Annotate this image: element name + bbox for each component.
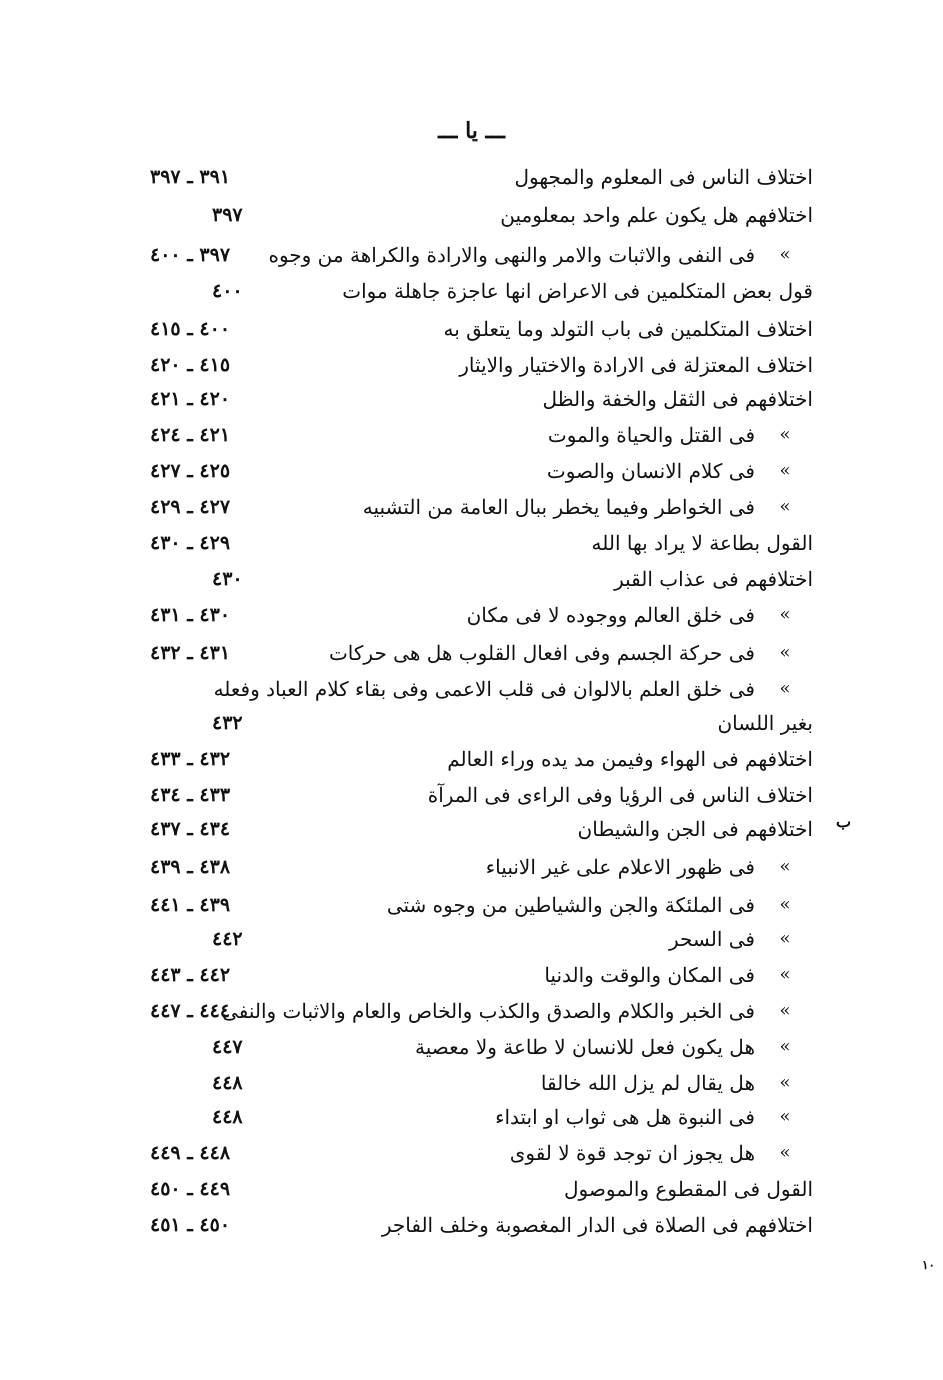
toc-entry-title: اختلافهم فى الصلاة فى الدار المغصوبة وخلف الفاجر bbox=[381, 1213, 813, 1237]
toc-page-range: ٤٢٧ ـ ٤٢٩ bbox=[150, 496, 231, 518]
toc-entry-title: اختلاف المتكلمين فى باب التولد وما يتعلق به bbox=[443, 317, 813, 341]
toc-page-range: ٤٢٩ ـ ٤٣٠ bbox=[150, 532, 231, 554]
toc-entry bbox=[0, 200, 943, 232]
ditto-mark: » bbox=[779, 894, 791, 915]
toc-entry-title: اختلافهم فى الثقل والخفة والظل bbox=[542, 387, 813, 411]
toc-entry bbox=[0, 350, 943, 382]
toc-entry bbox=[0, 1068, 943, 1100]
toc-entry bbox=[0, 564, 943, 596]
toc-subentry-title: فى النفى والاثبات والامر والنهى والارادة والكراهة من وجوه bbox=[268, 243, 755, 267]
toc-entry bbox=[0, 492, 943, 524]
toc-page-range: ٤٢٥ ـ ٤٢٧ bbox=[150, 460, 231, 482]
toc-entry bbox=[0, 1138, 943, 1170]
toc-page-range: ٤٣٣ ـ ٤٣٤ bbox=[150, 784, 231, 806]
toc-entry bbox=[0, 600, 943, 632]
toc-page-range: ٤٤٤ ـ ٤٤٧ bbox=[150, 1000, 231, 1022]
toc-entry-title: القول فى المقطوع والموصول bbox=[564, 1177, 813, 1201]
toc-subentry-title: فى ظهور الاعلام على غير الانبياء bbox=[485, 855, 755, 879]
toc-entry-title: قول بعض المتكلمين فى الاعراض انها عاجزة جاهلة موات bbox=[342, 279, 813, 303]
toc-entry bbox=[0, 240, 943, 272]
toc-entry bbox=[0, 162, 943, 194]
toc-page-range: ٤٤٢ ـ ٤٤٣ bbox=[150, 964, 231, 986]
toc-entry bbox=[0, 1032, 943, 1064]
toc-subentry-title: فى حركة الجسم وفى افعال القلوب هل هى حركات bbox=[328, 641, 755, 665]
toc-page-range: ٤١٥ ـ ٤٢٠ bbox=[150, 354, 231, 376]
ditto-mark: » bbox=[779, 1106, 791, 1127]
toc-subentry-title: فى القتل والحياة والموت bbox=[547, 423, 755, 447]
toc-entry bbox=[0, 890, 943, 922]
margin-letter-mark: ب bbox=[836, 812, 852, 831]
toc-page-range: ٤٣٠ bbox=[212, 568, 243, 590]
toc-page-range: ٣٩٧ bbox=[212, 204, 243, 226]
toc-subentry-title: فى الخبر والكلام والصدق والكذب والخاص والعام والاثبات والنفى bbox=[222, 999, 755, 1023]
toc-subentry-title: فى المكان والوقت والدنيا bbox=[544, 963, 755, 987]
toc-entry-title: اختلاف المعتزلة فى الارادة والاختيار والايثار bbox=[459, 353, 813, 377]
toc-entry bbox=[0, 780, 943, 812]
toc-entry-title: اختلافهم فى الهواء وفيمن مد يده وراء العالم bbox=[447, 747, 813, 771]
toc-page-range: ٤٢٠ ـ ٤٢١ bbox=[150, 388, 231, 410]
ditto-mark: » bbox=[779, 1036, 791, 1057]
toc-page-range: ٤٣٠ ـ ٤٣١ bbox=[150, 604, 231, 626]
toc-entry bbox=[0, 384, 943, 416]
ditto-mark: » bbox=[779, 244, 791, 265]
toc-entry-title: بغير اللسان bbox=[717, 711, 813, 735]
toc-subentry-title: فى النبوة هل هى ثواب او ابتداء bbox=[495, 1105, 755, 1129]
ditto-mark: » bbox=[779, 928, 791, 949]
ditto-mark: » bbox=[779, 1072, 791, 1093]
toc-page-range: ٤٢١ ـ ٤٢٤ bbox=[150, 424, 231, 446]
toc-page-range: ٤٣٢ bbox=[212, 712, 243, 734]
toc-page-range: ٤٤٨ ـ ٤٤٩ bbox=[150, 1142, 231, 1164]
toc-page-range: ٣٩١ ـ ٣٩٧ bbox=[150, 166, 231, 188]
toc-entry-title: اختلافهم فى الجن والشيطان bbox=[577, 817, 813, 841]
toc-subentry-title: فى خلق العالم ووجوده لا فى مكان bbox=[466, 603, 755, 627]
ditto-mark: » bbox=[779, 1000, 791, 1021]
corner-page-mark: ١٠ bbox=[922, 1258, 935, 1272]
toc-page-range: ٤٤٨ bbox=[212, 1106, 243, 1128]
toc-entry bbox=[0, 276, 943, 308]
toc-entry bbox=[0, 814, 943, 846]
toc-entry bbox=[0, 1102, 943, 1134]
ditto-mark: » bbox=[779, 856, 791, 877]
toc-page-range: ٤٣٤ ـ ٤٣٧ bbox=[150, 818, 231, 840]
toc-page-range: ٤٣١ ـ ٤٣٢ bbox=[150, 642, 231, 664]
toc-entry bbox=[0, 528, 943, 560]
toc-page-range: ٤٥٠ ـ ٤٥١ bbox=[150, 1214, 231, 1236]
ditto-mark: » bbox=[779, 642, 791, 663]
toc-entry bbox=[0, 456, 943, 488]
toc-entry bbox=[0, 924, 943, 956]
toc-subentry-title: فى الخواطر وفيما يخطر ببال العامة من التشبيه bbox=[362, 495, 755, 519]
toc-entry bbox=[0, 1210, 943, 1242]
toc-entry bbox=[0, 744, 943, 776]
toc-page-range: ٤٠٠ ـ ٤١٥ bbox=[150, 318, 231, 340]
toc-entry bbox=[0, 1174, 943, 1206]
ditto-mark: » bbox=[779, 1142, 791, 1163]
toc-page-range: ٤٣٨ ـ ٤٣٩ bbox=[150, 856, 231, 878]
toc-subentry-title: فى السحر bbox=[668, 927, 755, 951]
toc-entry-title: اختلافهم فى عذاب القبر bbox=[614, 567, 813, 591]
toc-entry-title: اختلاف الناس فى المعلوم والمجهول bbox=[514, 165, 813, 189]
toc-page-range: ٤٣٩ ـ ٤٤١ bbox=[150, 894, 231, 916]
toc-entry bbox=[0, 960, 943, 992]
toc-entry bbox=[0, 314, 943, 346]
toc-entry bbox=[0, 708, 943, 740]
toc-subentry-title: فى كلام الانسان والصوت bbox=[546, 459, 755, 483]
toc-subentry-title: فى الملئكة والجن والشياطين من وجوه شتى bbox=[386, 893, 755, 917]
toc-page-range: ٤٤٩ ـ ٤٥٠ bbox=[150, 1178, 231, 1200]
toc-entry-title: اختلاف الناس فى الرؤيا وفى الراءى فى المرآة bbox=[427, 783, 813, 807]
toc-entry-title: اختلافهم هل يكون علم واحد بمعلومين bbox=[500, 203, 813, 227]
toc-entry bbox=[0, 674, 943, 706]
toc-subentry-title: فى خلق العلم بالالوان فى قلب الاعمى وفى بقاء كلام العباد وفعله bbox=[213, 677, 755, 701]
toc-page-range: ٤٤٧ bbox=[212, 1036, 243, 1058]
ditto-mark: » bbox=[779, 678, 791, 699]
toc-entry bbox=[0, 420, 943, 452]
toc-page-range: ٤٤٨ bbox=[212, 1072, 243, 1094]
toc-subentry-title: هل يجوز ان توجد قوة لا لقوى bbox=[509, 1141, 755, 1165]
page-number-header: ـــ يا ـــ bbox=[438, 118, 505, 144]
toc-page-range: ٤٠٠ bbox=[212, 280, 243, 302]
ditto-mark: » bbox=[779, 424, 791, 445]
toc-entry bbox=[0, 638, 943, 670]
toc-entry-title: القول بطاعة لا يراد بها الله bbox=[591, 531, 813, 555]
ditto-mark: » bbox=[779, 964, 791, 985]
toc-subentry-title: هل يكون فعل للانسان لا طاعة ولا معصية bbox=[415, 1035, 755, 1059]
toc-entry bbox=[0, 996, 943, 1028]
toc-page-range: ٤٤٢ bbox=[212, 928, 243, 950]
toc-subentry-title: هل يقال لم يزل الله خالقا bbox=[540, 1071, 755, 1095]
ditto-mark: » bbox=[779, 604, 791, 625]
ditto-mark: » bbox=[779, 460, 791, 481]
toc-page-range: ٤٣٢ ـ ٤٣٣ bbox=[150, 748, 231, 770]
toc-entry bbox=[0, 852, 943, 884]
toc-page-range: ٣٩٧ ـ ٤٠٠ bbox=[150, 244, 231, 266]
ditto-mark: » bbox=[779, 496, 791, 517]
